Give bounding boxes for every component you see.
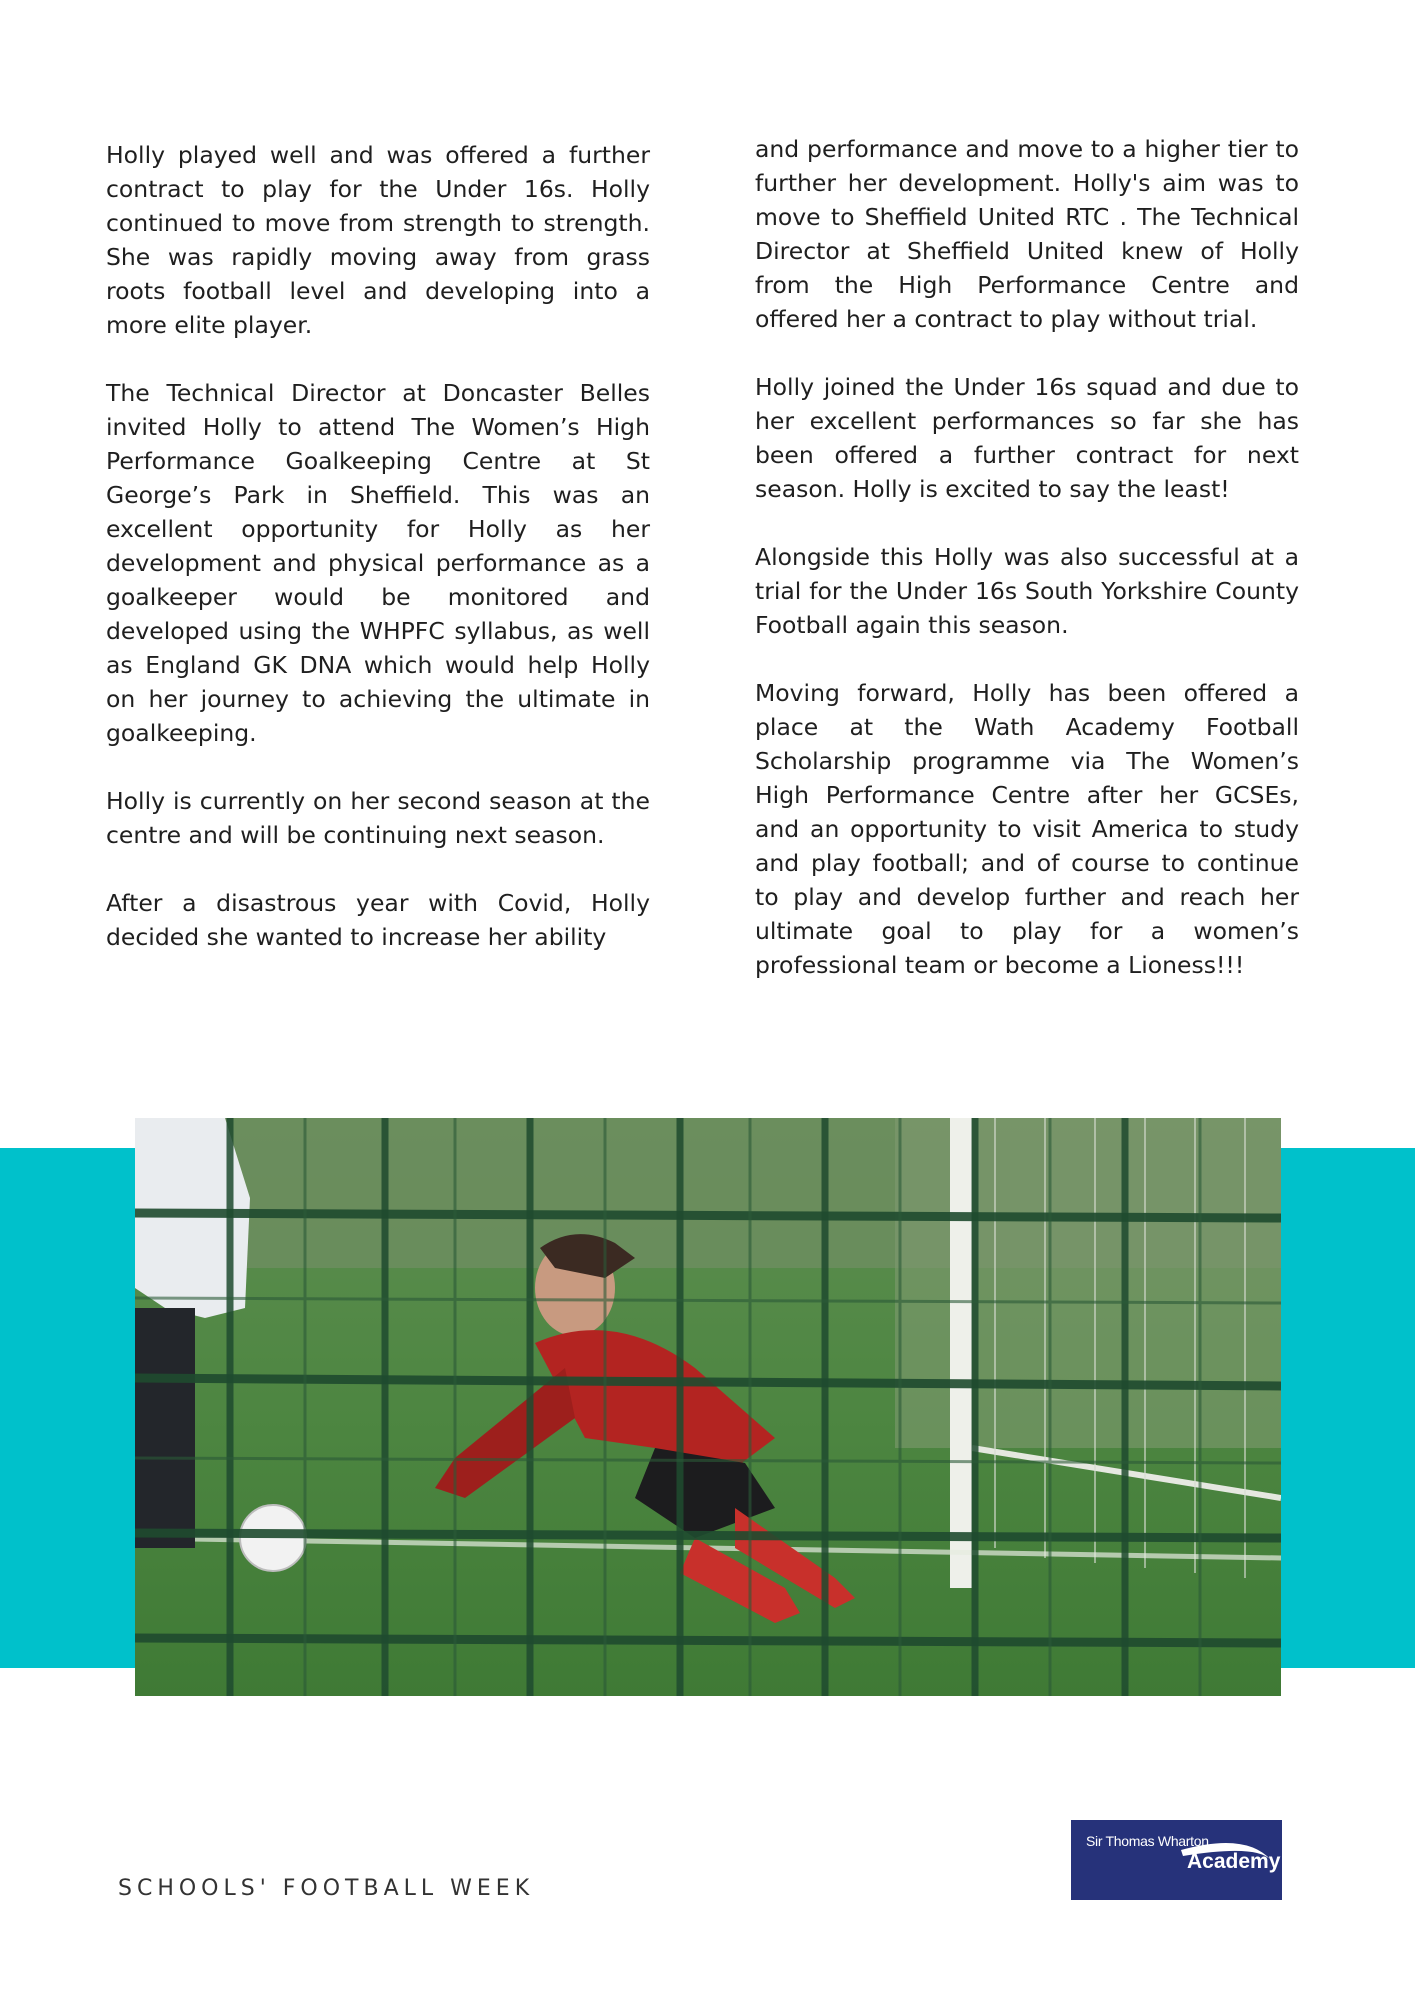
goalkeeper-photo	[135, 1118, 1281, 1696]
paragraph: Holly is currently on her second season at the centre and will be continuing next season.	[106, 787, 650, 849]
left-text-column	[106, 138, 650, 954]
academy-logo	[1071, 1820, 1282, 1900]
paragraph: Holly joined the Under 16s squad and due to her excellent performances so far she has been offered a further contract for next season. Holly is excited to say the least!	[755, 373, 1299, 503]
paragraph: and performance and move to a higher tier to further her development. Holly's aim was to move to Sheffield United RTC . The Technical Director at Sheffield United knew of Holly from the High Performance Centre and offered her a contract to play without trial.	[755, 135, 1299, 333]
paragraph: The Technical Director at Doncaster Belles invited Holly to attend The Women’s High Performance Goalkeeping Centre at St George’s Park in Sheffield. This was an excellent opportunity for Holly as her development and physical performance as a goalkeeper would be monitored and developed using the WHPFC syllabus, as well as England GK DNA which would help Holly on her journey to achieving the ultimate in goalkeeping.	[106, 379, 650, 747]
logo-text-top: Sir Thomas Wharton	[1086, 1833, 1209, 1849]
paragraph: Holly played well and was offered a further contract to play for the Under 16s. Holly continued to move from strength to strength. She was rapidly moving away from grass roots football level and developing into a more elite player.	[106, 141, 650, 339]
logo-text-bottom: Academy	[1187, 1850, 1281, 1873]
paragraph: Moving forward, Holly has been offered a place at the Wath Academy Football Scholarship programme via The Women’s High Performance Centre after her GCSEs, and an opportunity to visit America to study and play football; and of course to continue to play and develop further and reach her ultimate goal to play for a women’s professional team or become a Lioness!!!	[755, 679, 1299, 979]
paragraph: Alongside this Holly was also successful at a trial for the Under 16s South Yorkshire County Football again this season.	[755, 543, 1299, 639]
right-text-column	[755, 132, 1299, 982]
paragraph: After a disastrous year with Covid, Holly decided she wanted to increase her ability	[106, 889, 650, 951]
footer-title: SCHOOLS' FOOTBALL WEEK	[118, 1876, 535, 1901]
photo-illustration	[135, 1118, 1281, 1696]
